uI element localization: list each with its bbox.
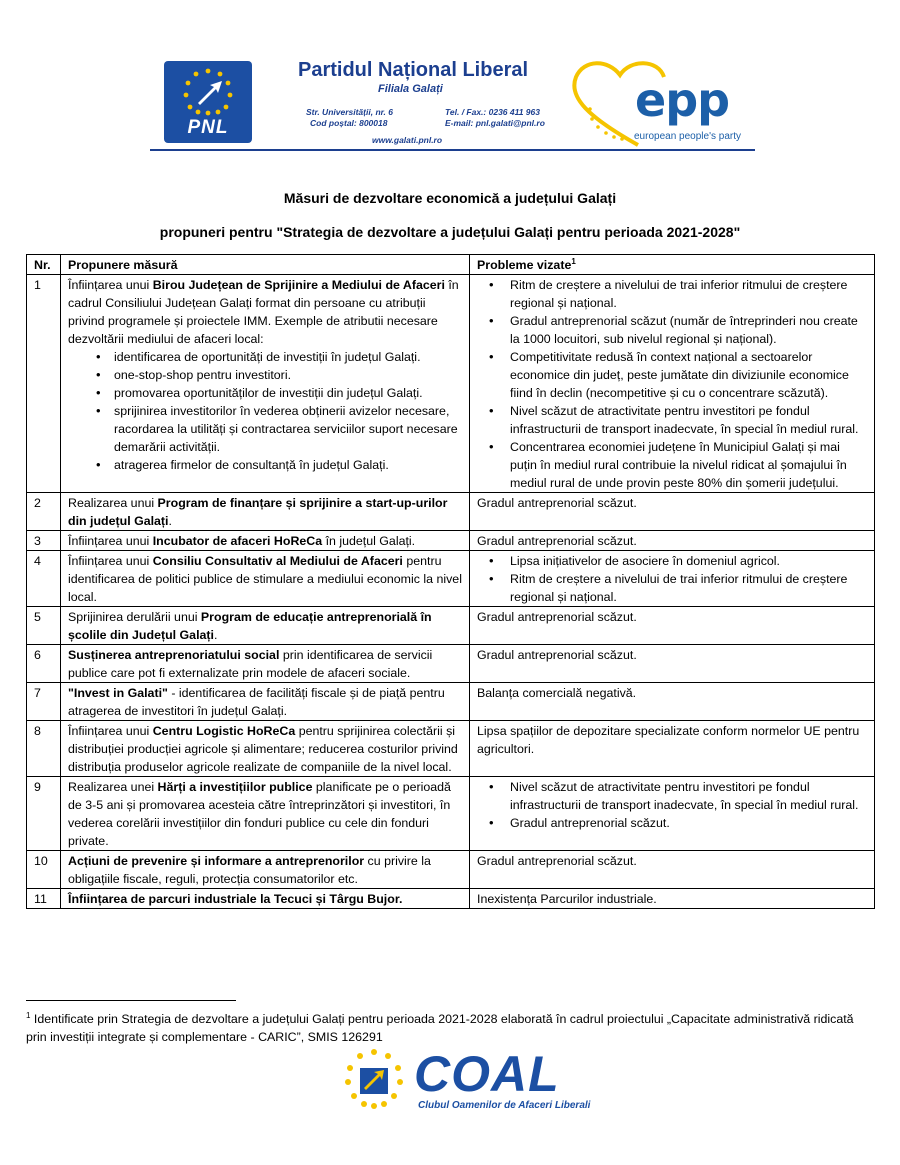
phone: Tel. / Fax.: 0236 411 963 — [445, 107, 540, 117]
proposal-text: Sprijinirea derulării unui — [68, 610, 201, 624]
proposal-measure-name: Program de finanțare și sprijinire a start-up-urilor din județul Galați — [68, 496, 448, 528]
epp-subtitle: european people's party — [634, 131, 741, 142]
row-number: 4 — [27, 551, 61, 607]
table-row — [27, 777, 875, 851]
pnl-logo-text: PNL — [187, 117, 229, 138]
proposal-text: în județul Galați. — [322, 534, 416, 548]
footnote-ref: 1 — [571, 256, 576, 266]
problems-cell: Gradul antreprenorial scăzut. — [470, 531, 875, 551]
proposal-cell — [61, 889, 470, 909]
row-number: 7 — [27, 683, 61, 721]
list-item: • Nivel scăzut de atractivitate pentru investitori pe fondul infrastructurii de transport inadecvate, în special în mediul rural. — [477, 402, 868, 438]
table-row — [27, 531, 875, 551]
document-subtitle: propuneri pentru "Strategia de dezvoltare a județului Galați pentru perioada 2021-2028" — [159, 224, 741, 240]
header-proposal: Propunere măsură — [61, 255, 470, 275]
problems-list — [477, 276, 868, 492]
table-header-row — [27, 255, 875, 275]
problems-cell — [470, 551, 875, 607]
coal-subtitle: Clubul Oamenilor de Afaceri Liberali — [418, 1100, 591, 1111]
proposal-measure-name: Centru Logistic HoReCa — [152, 724, 296, 738]
problems-cell: Inexistența Parcurilor industriale. — [470, 889, 875, 909]
problems-list — [477, 778, 868, 832]
list-item: • Concentrarea economiei județene în Municipiul Galați și mai puțin în mediul rural contribuie la nivelul ridicat al șomajului în mediul rural de unde provin peste 80% din șomerii județului. — [477, 438, 868, 492]
proposal-text: . — [168, 514, 172, 528]
row-number: 1 — [27, 275, 61, 493]
problems-cell: Gradul antreprenorial scăzut. — [470, 851, 875, 889]
proposal-text: pentru sprijinirea colectării și distribuției producției agricole și alimentare; reducerea costurilor privind distribuția produselor agricole realizate de companiile de la nivel local. — [68, 724, 458, 774]
address-line: Str. Universității, nr. 6 — [306, 107, 393, 117]
proposal-text: - identificarea de facilități fiscale și de piață pentru atragerea de investitori în județul Galați. — [68, 686, 445, 718]
footnote-text: Identificate prin Strategia de dezvoltare a județului Galați pentru perioada 2021-2028 elaborată în cadrul proiectului „Capacitate administrativă ridicată prin investiții integrate și complementare - CARIC”, SMIS 126291 — [26, 1012, 854, 1044]
list-item: • Gradul antreprenorial scăzut. — [477, 814, 868, 832]
table-row — [27, 683, 875, 721]
branch-name: Filiala Galați — [378, 83, 443, 95]
epp-logo-text: epp — [635, 73, 730, 127]
footnote — [26, 1010, 876, 1046]
letterhead — [150, 55, 760, 150]
proposal-cell — [61, 721, 470, 777]
proposal-text: Înființarea unui — [68, 278, 153, 292]
website: www.galati.pnl.ro — [372, 135, 443, 145]
header-divider — [150, 149, 755, 151]
proposal-examples-list — [68, 348, 463, 474]
proposal-text: în cadrul Consiliului Județean Galați format din persoane cu atribuții privind programele și proiectele IMM. Exemple de atributii necesare dezvoltării mediului de afaceri local: — [68, 278, 459, 346]
row-number: 8 — [27, 721, 61, 777]
proposal-measure-name: Înființarea de parcuri industriale la Tecuci și Târgu Bujor. — [68, 892, 403, 906]
list-item: • sprijinirea investitorilor în vederea obținerii avizelor necesare, racordarea la utilități și contractarea serviciilor suport necesare demarării activității. — [68, 402, 463, 456]
stars-arrow-icon — [164, 61, 252, 123]
proposal-text: Realizarea unei — [68, 780, 158, 794]
table-row — [27, 721, 875, 777]
proposal-measure-name: Program de educație antreprenorială în școlile din Județul Galați — [68, 610, 432, 642]
list-item: • Competitivitate redusă în context național a sectoarelor economice din județ, peste jumătate din diviziunile economice fiind în declin (necompetitive și cu o concentrare scăzută). — [477, 348, 868, 402]
postal-code: Cod poștal: 800018 — [310, 118, 388, 128]
proposal-text: prin identificarea de servicii publice care pot fi externalizate prin modele de afaceri sociale. — [68, 648, 433, 680]
problems-cell: Gradul antreprenorial scăzut. — [470, 493, 875, 531]
proposal-cell — [61, 531, 470, 551]
problems-list — [477, 552, 868, 606]
list-item: • one-stop-shop pentru investitori. — [68, 366, 463, 384]
table-row — [27, 851, 875, 889]
coal-stars-icon — [336, 1046, 412, 1116]
proposal-measure-name: "Invest in Galati" — [68, 686, 168, 700]
list-item: • promovarea oportunităților de investiții din județul Galați. — [68, 384, 463, 402]
proposal-cell — [61, 851, 470, 889]
proposal-measure-name: Birou Județean de Sprijinire a Mediului de Afaceri — [152, 278, 445, 292]
proposal-text: Înființarea unui — [68, 534, 153, 548]
email: E-mail: pnl.galati@pnl.ro — [445, 118, 545, 128]
table-row — [27, 551, 875, 607]
problems-cell — [470, 777, 875, 851]
problems-cell: Lipsa spațiilor de depozitare specializate conform normelor UE pentru agricultori. — [470, 721, 875, 777]
problems-cell — [470, 275, 875, 493]
row-number: 3 — [27, 531, 61, 551]
proposal-cell — [61, 683, 470, 721]
measures-table — [26, 254, 875, 909]
proposal-cell — [61, 777, 470, 851]
row-number: 11 — [27, 889, 61, 909]
problems-cell: Gradul antreprenorial scăzut. — [470, 645, 875, 683]
proposal-cell — [61, 493, 470, 531]
table-row — [27, 607, 875, 645]
header-problems-label: Probleme vizate — [477, 258, 572, 272]
list-item: • Ritm de creștere a nivelului de trai inferior ritmului de creștere regional și național. — [477, 276, 868, 312]
problems-cell: Balanța comercială negativă. — [470, 683, 875, 721]
proposal-measure-name: Susținerea antreprenoriatului social — [68, 648, 280, 662]
header-nr: Nr. — [27, 255, 61, 275]
list-item: • Ritm de creștere a nivelului de trai inferior ritmului de creștere regional și național. — [477, 570, 868, 606]
coal-name: COAL — [414, 1046, 560, 1102]
table-row — [27, 275, 875, 493]
proposal-measure-name: Consiliu Consultativ al Mediului de Afaceri — [152, 554, 403, 568]
party-name: Partidul Național Liberal — [298, 59, 529, 81]
proposal-text: Înființarea unui — [68, 554, 153, 568]
proposal-cell — [61, 645, 470, 683]
footnote-marker: 1 — [26, 1010, 31, 1020]
list-item: • atragerea firmelor de consultanță în județul Galați. — [68, 456, 463, 474]
proposal-measure-name: Incubator de afaceri HoReCa — [152, 534, 323, 548]
list-item: • Lipsa inițiativelor de asociere în domeniul agricol. — [477, 552, 868, 570]
pnl-logo — [164, 61, 252, 143]
proposal-cell — [61, 607, 470, 645]
proposal-text: cu privire la obligațiile fiscale, reguli, protecția consumatorilor etc. — [68, 854, 431, 886]
row-number: 10 — [27, 851, 61, 889]
list-item: • Nivel scăzut de atractivitate pentru investitori pe fondul infrastructurii de transport inadecvate, în special în mediul rural. — [477, 778, 868, 814]
proposal-text: pentru identificarea de politici publice de stimulare a mediului economic la nivel local. — [68, 554, 462, 604]
proposal-text: . — [213, 628, 218, 642]
row-number: 2 — [27, 493, 61, 531]
footnote-divider — [26, 1000, 236, 1001]
document-title: Măsuri de dezvoltare economică a județului Galați — [283, 190, 617, 206]
problems-cell: Gradul antreprenorial scăzut. — [470, 607, 875, 645]
row-number: 5 — [27, 607, 61, 645]
list-item: • Gradul antreprenorial scăzut (număr de întreprinderi nou create la 1000 locuitori, sub nivelul regional și național). — [477, 312, 868, 348]
header-problems — [470, 255, 875, 275]
row-number: 9 — [27, 777, 61, 851]
coal-logo — [336, 1046, 591, 1116]
proposal-text: planificate pe o perioadă de 3-5 ani și promovarea acesteia către întreprinzători și investitori, în vederea corelării investițiilor din fonduri publice cu cele din fonduri private. — [68, 780, 451, 848]
proposal-measure-name: Acțiuni de prevenire și informare a antreprenorilor — [68, 854, 365, 868]
proposal-measure-name: Hărți a investițiilor publice — [157, 780, 313, 794]
table-row — [27, 889, 875, 909]
proposal-cell — [61, 551, 470, 607]
proposal-cell — [61, 275, 470, 493]
proposal-text: Înființarea unui — [68, 724, 153, 738]
list-item: • identificarea de oportunități de investiții în județul Galați. — [68, 348, 463, 366]
table-row — [27, 645, 875, 683]
row-number: 6 — [27, 645, 61, 683]
proposal-text: Realizarea unui — [68, 496, 158, 510]
table-row — [27, 493, 875, 531]
